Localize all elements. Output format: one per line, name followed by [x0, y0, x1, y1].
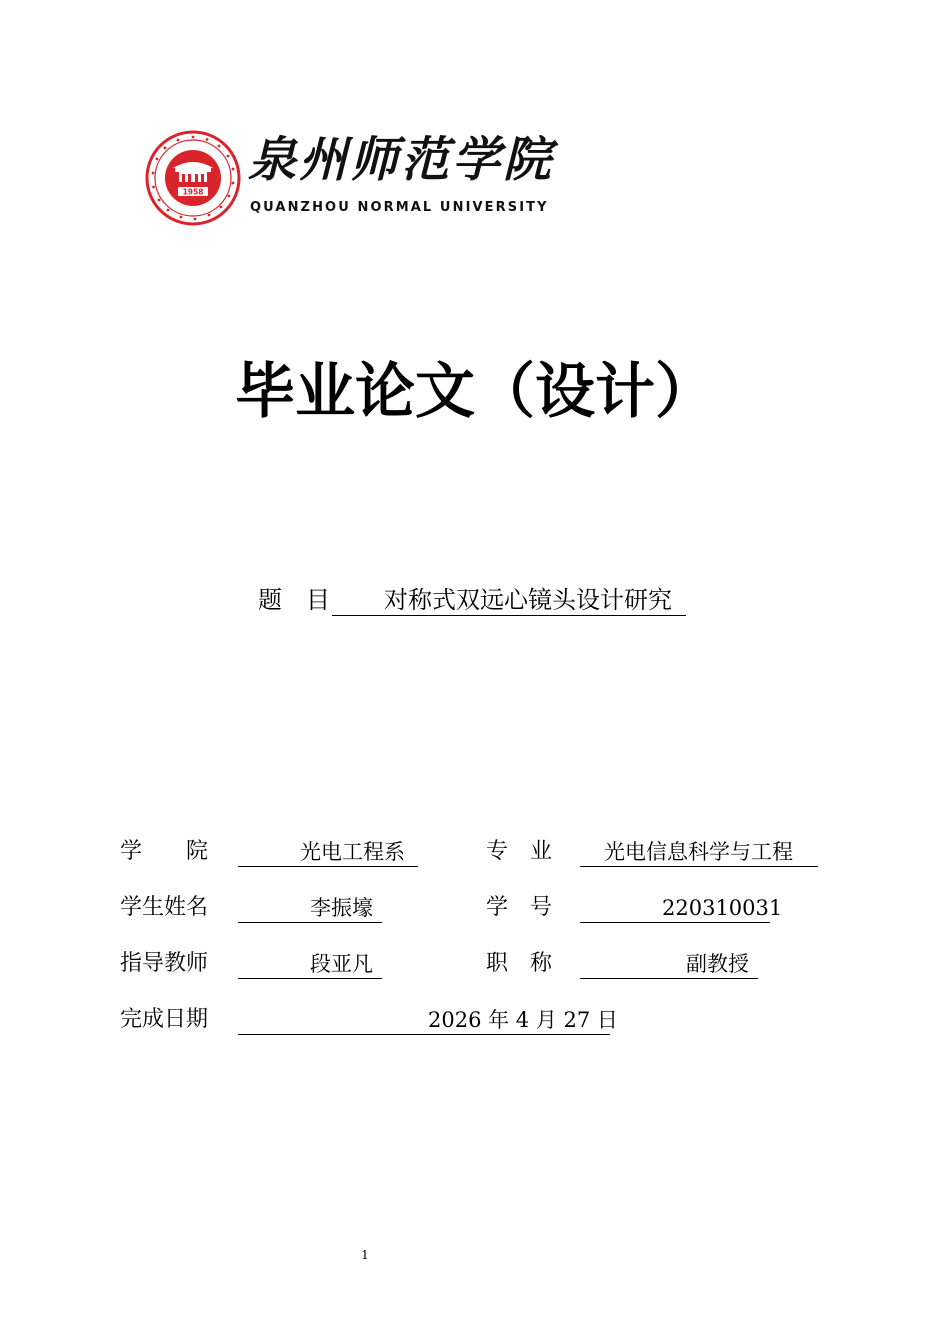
major-value: 光电信息科学与工程: [580, 837, 818, 867]
major-label: 专 业: [486, 839, 553, 864]
advisor-value: 段亚凡: [238, 949, 382, 979]
title-rank-value: 副教授: [580, 949, 758, 979]
university-name-english: QUANZHOU NORMAL UNIVERSITY: [250, 200, 549, 215]
student-id-value: 220310031: [580, 893, 770, 923]
document-title: 毕业论文（设计）: [235, 357, 715, 427]
topic-label: 题 目: [258, 586, 330, 614]
student-name-label: 学生姓名: [120, 895, 209, 920]
college-label: 学 院: [120, 839, 209, 864]
student-name-value: 李振壕: [238, 893, 382, 923]
advisor-label: 指导教师: [120, 951, 209, 976]
topic-value: 对称式双远心镜头设计研究: [332, 585, 686, 616]
completion-date-label: 完成日期: [120, 1007, 209, 1032]
college-value: 光电工程系: [238, 837, 418, 867]
page-number: 1: [361, 1248, 369, 1262]
university-seal-logo: [145, 130, 241, 226]
university-name-chinese: 泉州师范学院: [248, 132, 555, 188]
title-rank-label: 职 称: [486, 951, 553, 976]
svg-text:1958: 1958: [182, 187, 204, 197]
topic-line: [258, 584, 686, 616]
student-id-label: 学 号: [486, 895, 553, 920]
completion-date-value: 2026 年 4 月 27 日: [238, 1005, 610, 1035]
